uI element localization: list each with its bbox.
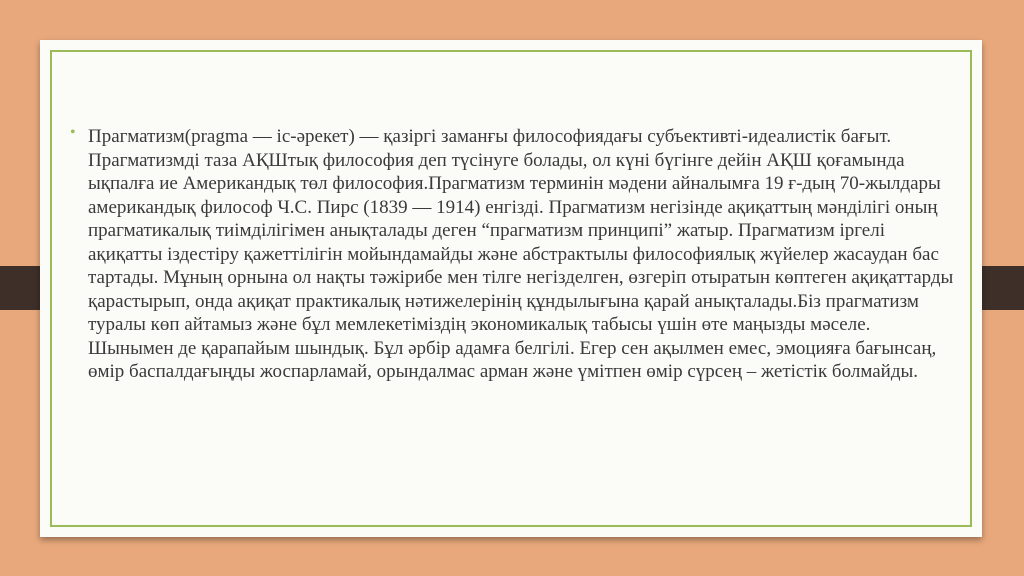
left-decorative-bar <box>0 266 42 310</box>
slide-frame <box>50 50 972 527</box>
bullet-icon: • <box>70 124 76 141</box>
slide-body-text: Прагматизм(pragma — іс-әрекет) — қазіргі заманғы философиядағы субъективті-идеалистік бағыт. Прагматизмді таза АҚШтық философия деп түсінуге болады, ол күні бүгінге дейін АҚШ қоғамында ықпалға ие Американдық төл философия.Прагматизм терминін мәдени айналымға 19 ғ-дың 70-жылдары американдық философ Ч.С. Пирс (1839 — 1914) енгізді. Прагматизм негізінде ақиқаттың мәнділігі оның прагматикалық тиімділігімен анықталады деген “прагматизм принципі” жатыр. Прагматизм іргелі ақиқатты іздестіру қажеттілігін мойындамайды және абстрактылы философиялық жүйелер жасаудан бас тартады. Мұның орнына ол нақты тәжірибе мен тілге негізделген, өзгеріп отыратын көптеген ақиқаттарды қарастырып, онда ақиқат практикалық нәтижелерінің құндылығына қарай анықталады.Біз прагматизм туралы көп айтамыз және бұл мемлекетіміздің экономикалық табысы үшін өте маңызды мәселе. Шынымен де қарапайым шындық. Бұл әрбір адамға белгілі. Егер сен ақылмен емес, эмоцияға бағынсаң, өмір баспалдағыңды жоспарламай, орындалмас арман және үмітпен өмір сүрсең – жетістік болмайды. <box>88 126 954 383</box>
slide-card <box>40 40 982 537</box>
